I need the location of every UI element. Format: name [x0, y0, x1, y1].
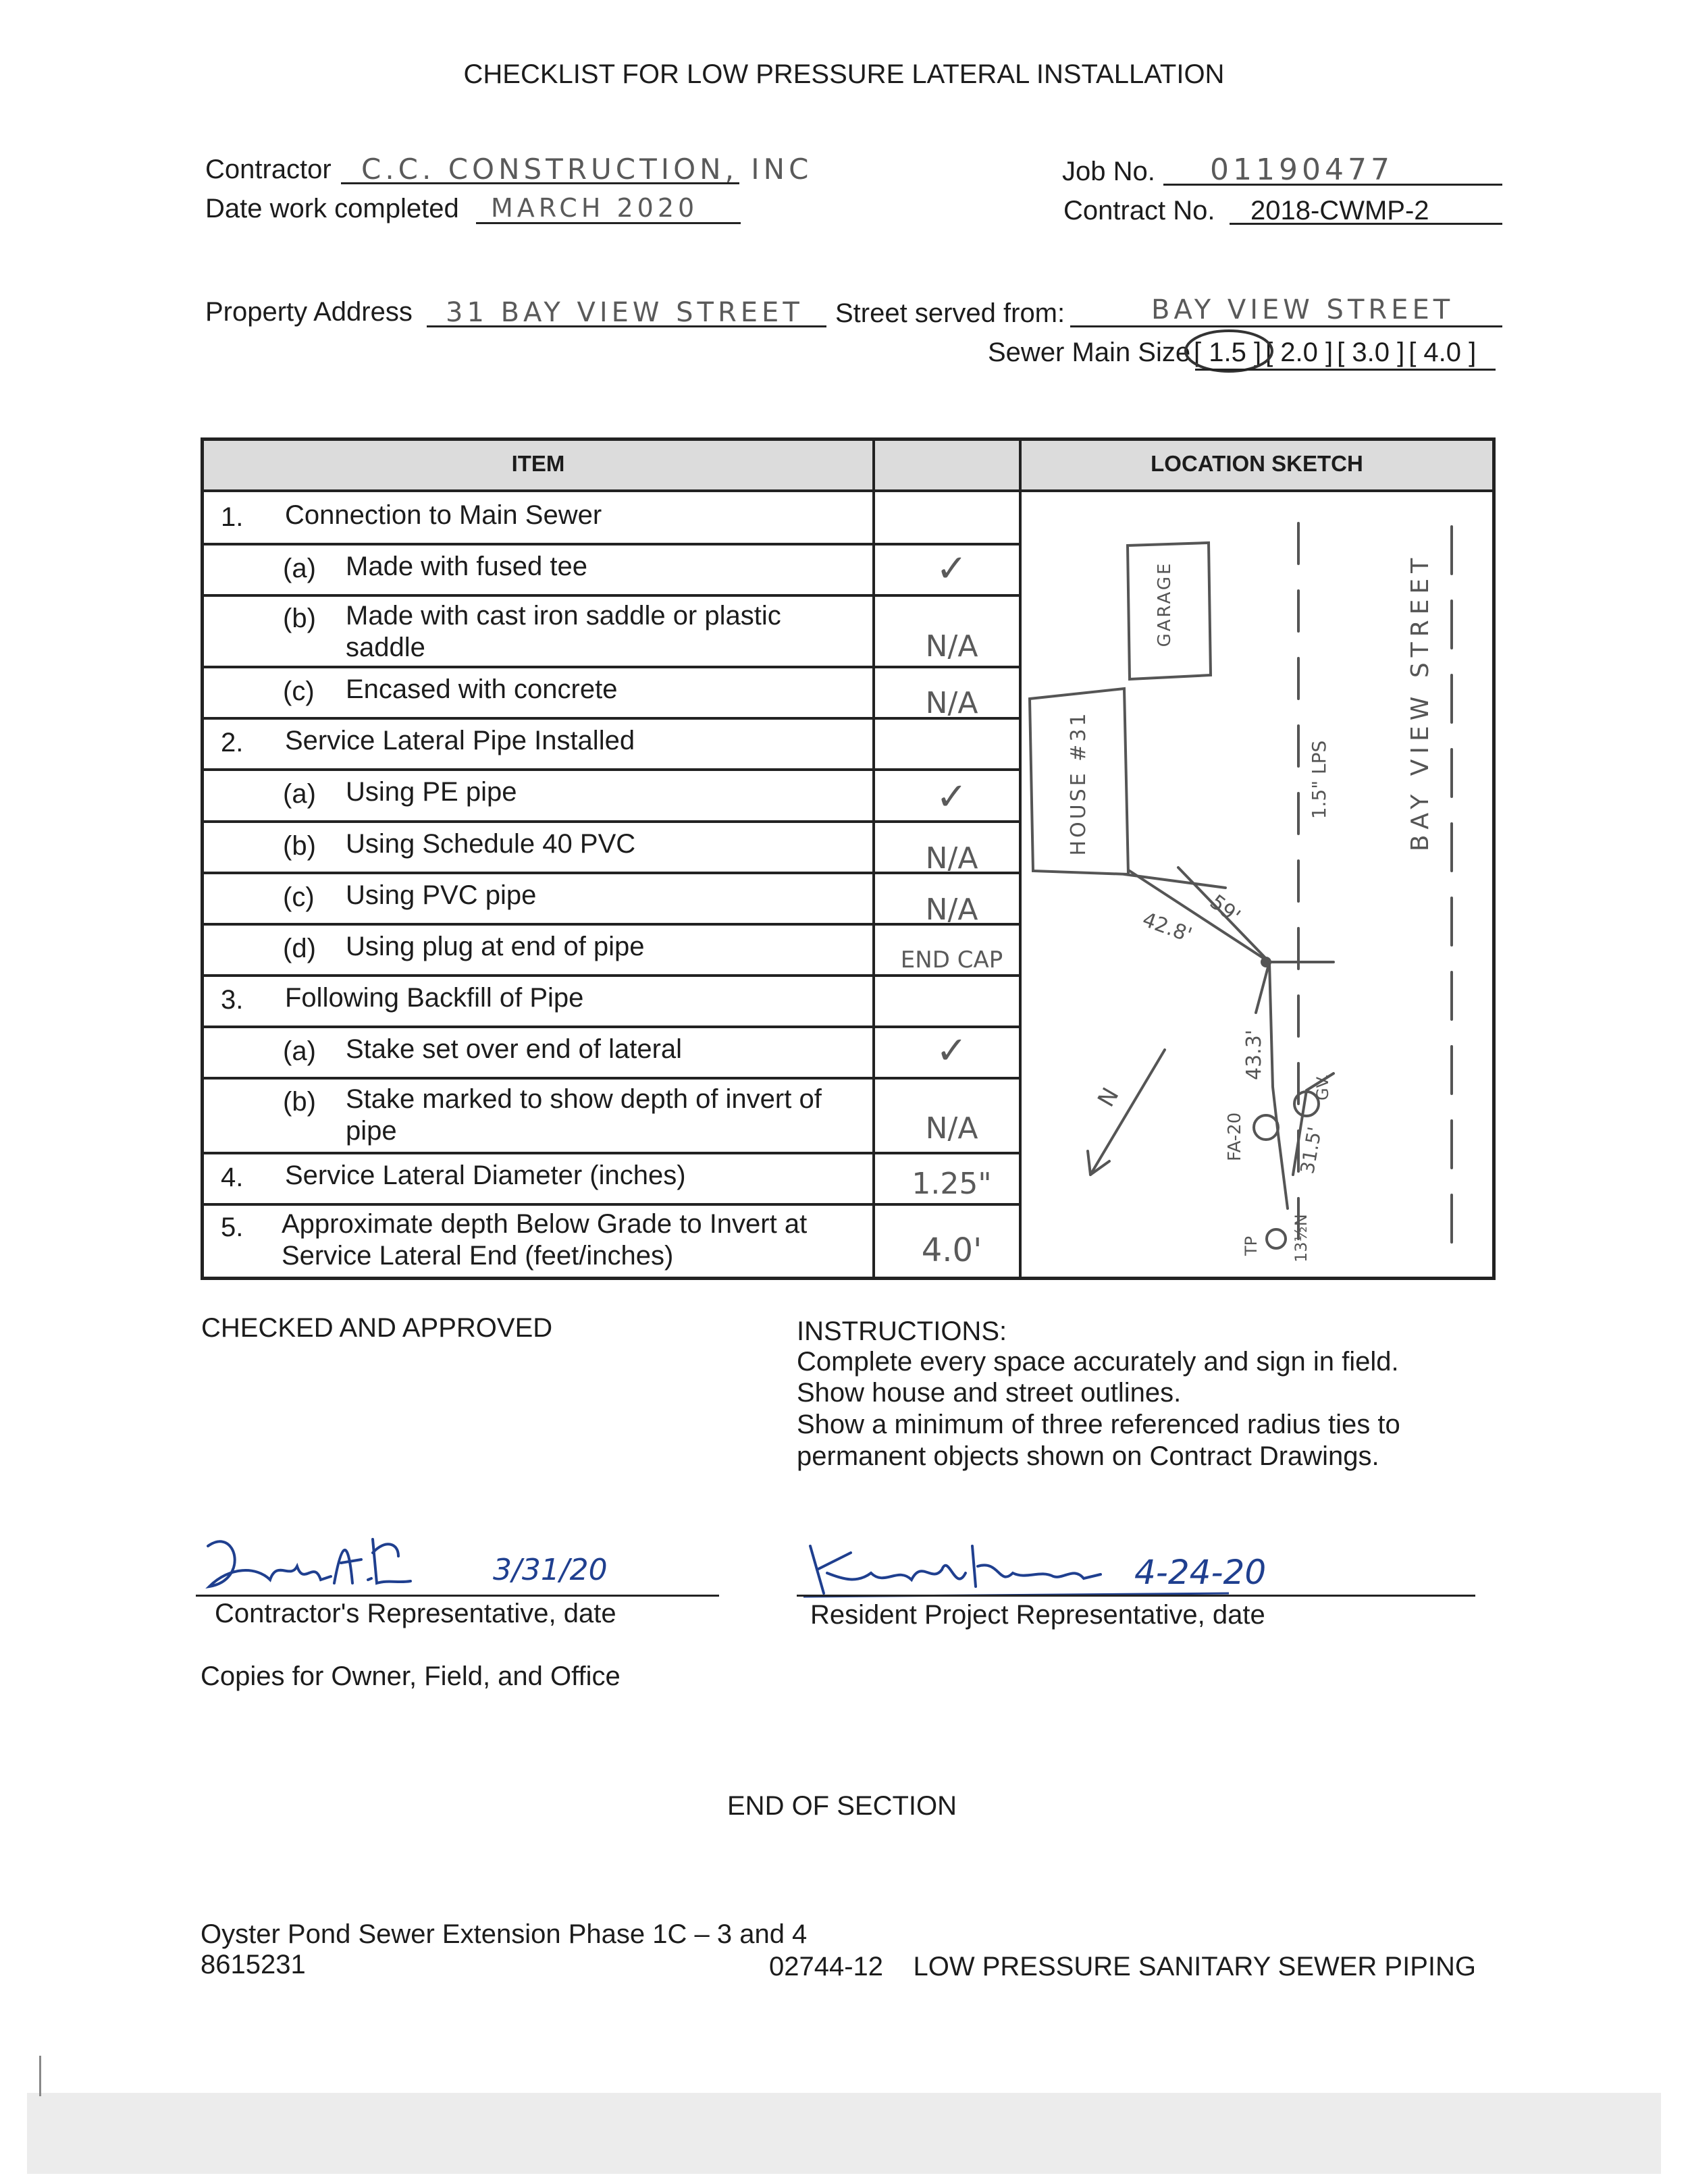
item-1c-letter: (c)	[283, 676, 315, 706]
street-served-value[interactable]: BAY VIEW STREET	[1151, 294, 1454, 325]
item-4-mark[interactable]: 1.25"	[912, 1167, 992, 1201]
footer-project-number: 8615231	[201, 1950, 306, 1979]
contract-number-label: Contract No.	[1063, 196, 1215, 225]
size-option-4-0[interactable]: [ 4.0 ]	[1408, 338, 1477, 367]
sewer-main-size-label: Sewer Main Size	[988, 338, 1191, 367]
item-3a-mark[interactable]: ✓	[936, 1029, 968, 1073]
item-3-label: Following Backfill of Pipe	[285, 983, 584, 1013]
fa-20-label: FA-20	[1225, 1112, 1245, 1161]
contractor-signature[interactable]	[196, 1519, 412, 1600]
date-completed-value[interactable]: MARCH 2020	[491, 193, 699, 223]
item-1b-mark[interactable]: N/A	[925, 629, 978, 664]
size-option-3-0[interactable]: [ 3.0 ]	[1337, 338, 1405, 367]
garage-label: GARAGE	[1155, 561, 1175, 647]
item-1c-label: Encased with concrete	[346, 674, 618, 704]
instructions-title: INSTRUCTIONS:	[797, 1316, 1007, 1346]
item-2c-label: Using PVC pipe	[346, 880, 537, 910]
instruction-line-3: Show a minimum of three referenced radius ties to	[797, 1410, 1400, 1439]
item-1a-label: Made with fused tee	[346, 552, 587, 581]
item-3b-letter: (b)	[283, 1087, 316, 1117]
contractor-value[interactable]: C.C. CONSTRUCTION, INC	[361, 153, 813, 186]
item-1c-mark[interactable]: N/A	[925, 686, 978, 720]
lps-label: 1.5" LPS	[1308, 740, 1330, 820]
contract-number-value: 2018-CWMP-2	[1250, 196, 1429, 225]
item-1a-letter: (a)	[283, 554, 316, 583]
checked-approved-label: CHECKED AND APPROVED	[201, 1313, 553, 1343]
item-2b-mark[interactable]: N/A	[925, 841, 978, 876]
item-2d-label: Using plug at end of pipe	[346, 932, 645, 961]
item-2a-label: Using PE pipe	[346, 777, 517, 807]
item-1-number: 1.	[221, 502, 244, 532]
location-sketch	[1023, 493, 1496, 1280]
item-3a-letter: (a)	[283, 1036, 316, 1066]
item-2-label: Service Lateral Pipe Installed	[285, 726, 635, 755]
dist-42-8: 42.8'	[1139, 907, 1195, 948]
date-completed-label: Date work completed	[205, 194, 459, 223]
job-number-label: Job No.	[1062, 157, 1155, 186]
scan-mark	[39, 2056, 41, 2096]
north-label: N	[1092, 1083, 1125, 1112]
gate-valve-label: GV.	[1313, 1073, 1332, 1100]
item-4-label: Service Lateral Diameter (inches)	[285, 1161, 686, 1190]
item-2b-letter: (b)	[283, 831, 316, 861]
tp-label: TP	[1242, 1235, 1261, 1256]
end-of-section: END OF SECTION	[727, 1791, 957, 1821]
item-2b-label: Using Schedule 40 PVC	[346, 829, 636, 859]
tie-line-1	[1124, 874, 1225, 888]
dist-43-3: 43.3'	[1242, 1029, 1266, 1080]
instruction-line-4: permanent objects shown on Contract Drawings.	[797, 1441, 1379, 1471]
property-address-value[interactable]: 31 BAY VIEW STREET	[446, 297, 803, 328]
item-5-number: 5.	[221, 1213, 244, 1242]
item-column-header: ITEM	[511, 451, 565, 476]
item-1b-letter: (b)	[283, 604, 316, 633]
item-2d-mark[interactable]: END CAP	[900, 947, 1003, 974]
dist-59: 59'	[1205, 890, 1245, 928]
item-3b-label: Stake marked to show depth of invert of pipe	[346, 1084, 822, 1146]
item-2-number: 2.	[221, 728, 244, 757]
item-2a-letter: (a)	[283, 779, 316, 809]
size-option-1-5[interactable]: [ 1.5 ]	[1194, 338, 1262, 367]
page-title: CHECKLIST FOR LOW PRESSURE LATERAL INSTALLATION	[463, 59, 1225, 89]
resident-date: 4-24-20	[1134, 1553, 1267, 1592]
item-4-number: 4.	[221, 1163, 244, 1192]
item-1b-label: Made with cast iron saddle or plastic saddle	[346, 601, 781, 662]
street-served-label: Street served from:	[835, 298, 1065, 328]
item-2c-mark[interactable]: N/A	[925, 893, 978, 927]
item-2d-letter: (d)	[283, 934, 316, 963]
item-5-label: Approximate depth Below Grade to Invert at Service Lateral End (feet/inches)	[282, 1209, 808, 1271]
resident-caption: Resident Project Representative, date	[810, 1600, 1265, 1630]
item-3b-mark[interactable]: N/A	[925, 1111, 978, 1146]
item-3-number: 3.	[221, 985, 244, 1015]
job-number-value[interactable]: 01190477	[1210, 153, 1394, 187]
lateral-run-line	[1269, 962, 1288, 1208]
contractor-caption: Contractor's Representative, date	[215, 1599, 616, 1628]
contractor-date: 3/31/20	[493, 1553, 608, 1587]
item-2c-letter: (c)	[283, 882, 315, 912]
location-sketch-header: LOCATION SKETCH	[1151, 451, 1363, 476]
item-1-label: Connection to Main Sewer	[285, 500, 602, 530]
item-1a-mark[interactable]: ✓	[936, 547, 968, 591]
footer-project: Oyster Pond Sewer Extension Phase 1C – 3 and 4	[201, 1919, 808, 1949]
footer-section: 02744-12 LOW PRESSURE SANITARY SEWER PIPING	[769, 1952, 1477, 1981]
item-2a-mark[interactable]: ✓	[936, 775, 968, 819]
pole-label: 13½N	[1292, 1214, 1311, 1262]
contractor-label: Contractor	[205, 155, 332, 184]
house-label: HOUSE #31	[1067, 710, 1090, 856]
instruction-line-2: Show house and street outlines.	[797, 1378, 1182, 1408]
scan-edge-shadow	[27, 2093, 1661, 2174]
street-label: BAY VIEW STREET	[1406, 552, 1434, 852]
copies-note: Copies for Owner, Field, and Office	[201, 1661, 621, 1691]
instruction-line-1: Complete every space accurately and sign in field.	[797, 1347, 1399, 1377]
item-5-mark[interactable]: 4.0'	[921, 1231, 982, 1269]
property-address-label: Property Address	[205, 297, 413, 327]
item-3a-label: Stake set over end of lateral	[346, 1034, 683, 1064]
dist-31-5: 31.5'	[1296, 1125, 1327, 1176]
size-option-2-0[interactable]: [ 2.0 ]	[1265, 338, 1334, 367]
